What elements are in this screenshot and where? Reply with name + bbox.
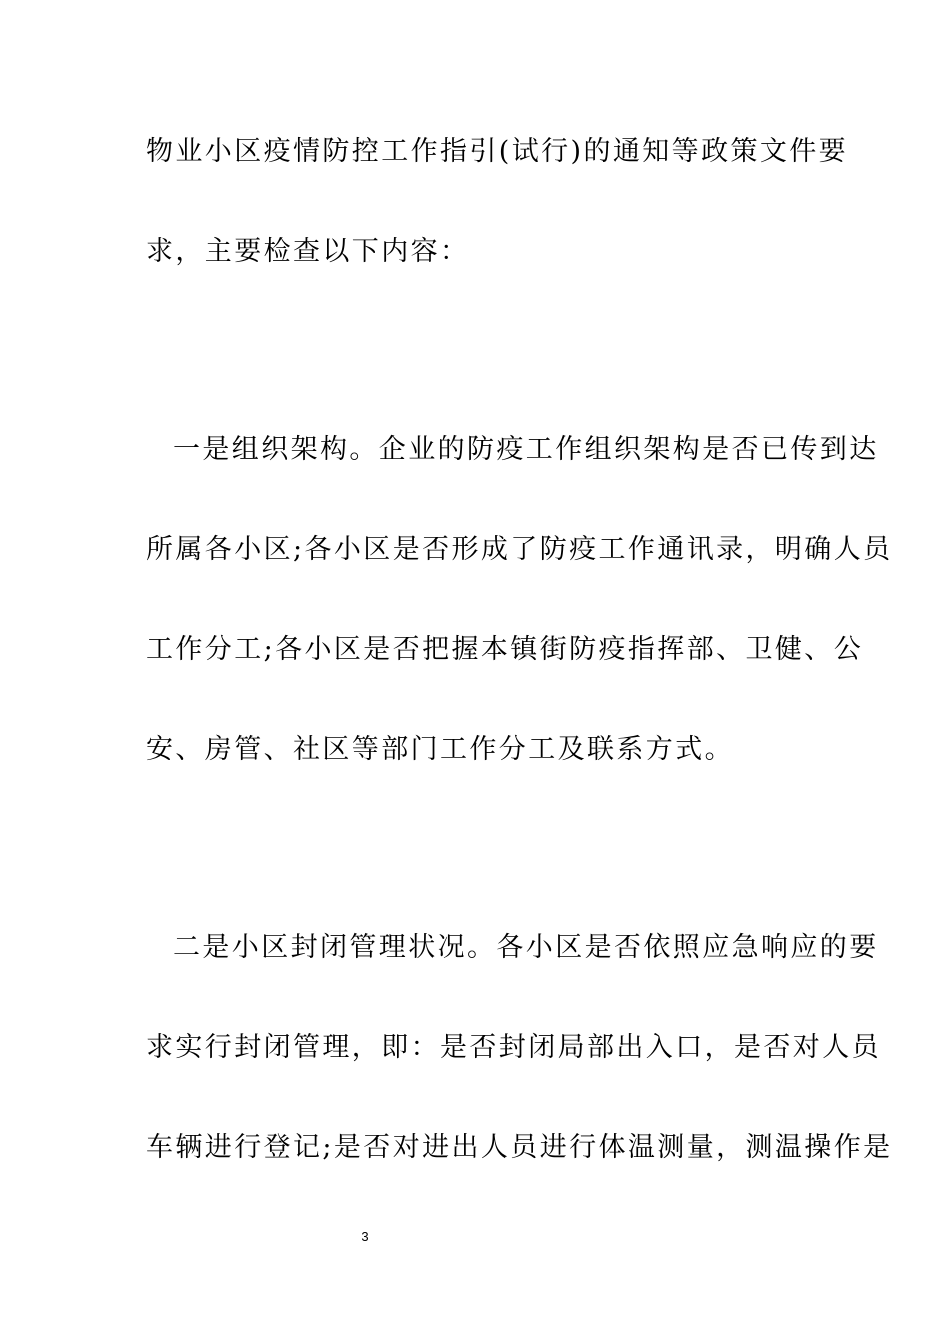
paragraph-line: 求，主要检查以下内容： <box>146 236 470 267</box>
section-two-line: 二是小区封闭管理状况。各小区是否依照应急响应的要 <box>173 932 879 963</box>
section-one-line: 工作分工;各小区是否把握本镇街防疫指挥部、卫健、公 <box>146 634 864 665</box>
section-one-line: 安、房管、社区等部门工作分工及联系方式。 <box>146 734 734 765</box>
page-number: 3 <box>361 1229 369 1244</box>
section-two-line: 车辆进行登记;是否对进出人员进行体温测量，测温操作是 <box>146 1132 893 1163</box>
section-two-line: 求实行封闭管理，即：是否封闭局部出入口，是否对人员 <box>146 1032 881 1063</box>
section-one-line: 一是组织架构。企业的防疫工作组织架构是否已传到达 <box>173 434 879 465</box>
paragraph-line: 物业小区疫情防控工作指引(试行)的通知等政策文件要 <box>146 136 849 167</box>
section-one-line: 所属各小区;各小区是否形成了防疫工作通讯录，明确人员 <box>146 534 893 565</box>
